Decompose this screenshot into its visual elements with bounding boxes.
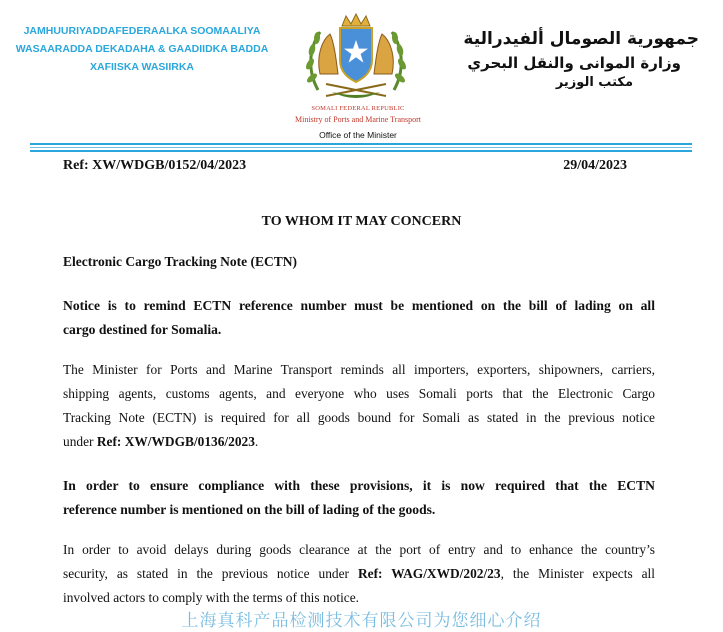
letterhead-center: [260, 104, 456, 142]
header-divider-thin: [30, 147, 692, 148]
reminder-paragraph: [63, 358, 655, 454]
letter-title: TO WHOM IT MAY CONCERN: [261, 214, 462, 229]
letterhead-arabic: [439, 26, 699, 92]
reminder-line-1: The Minister for Ports and Marine Transport reminds all importers, exporters, shipowners, carriers,: [63, 362, 655, 377]
compliance-line-2-prefix: security, as stated in the previous notice under: [63, 566, 358, 581]
requirement-line-2: reference number is mentioned on the bill of lading of the goods.: [63, 502, 436, 517]
reminder-line-4-suffix: .: [254, 434, 259, 449]
letterhead-somali-line-3: XAFIISKA WASIIRKA: [89, 61, 195, 73]
compliance-line-3: involved actors to comply with the terms of this notice.: [63, 590, 360, 605]
letterhead-somali-line-1: JAMHUURIYADDAFEDERAALKA SOOMAALIYA: [23, 25, 261, 37]
header-divider-bottom: [30, 150, 692, 152]
previous-notice-ref: Ref: XW/WDGB/0136/2023: [96, 434, 255, 449]
reminder-line-2: shipping agents, customs agents, and everyone who uses Somali ports that the Electronic Cargo: [63, 386, 655, 401]
reminder-line-3: Tracking Note (ECTN) is required for all goods bound for Somali as stated in the previous notice: [63, 410, 655, 425]
reminder-line-4-prefix: under: [63, 434, 97, 449]
header-divider: [30, 143, 692, 145]
requirement-line-1: In order to ensure compliance with these provisions, it is now required that the ECTN: [63, 478, 655, 493]
office-label: Office of the Minister: [319, 130, 397, 140]
watermark-text: 上海真科产品检测技术有限公司为您细心介绍: [181, 611, 542, 631]
notice-line-2: cargo destined for Somalia.: [63, 322, 222, 337]
letterhead-somali-line-2: WASAARADDA DEKADAHA & GAADIIDKA BADDA: [15, 43, 269, 55]
letter-date: 29/04/2023: [563, 158, 627, 173]
requirement-paragraph: [63, 474, 655, 522]
letterhead-arabic-line-1: جمهورية الصومال ألفيدرالية: [463, 29, 699, 49]
reminder-line-4: [63, 430, 655, 454]
reference-number: Ref: XW/WDGB/0152/04/2023: [63, 158, 247, 173]
compliance-line-2-suffix: , the Minister expects all: [500, 566, 656, 581]
somali-coat-of-arms-icon: [296, 12, 416, 104]
notice-line-1: Notice is to remind ECTN reference number must be mentioned on the bill of lading on all: [63, 298, 655, 313]
federal-republic-label: SOMALI FEDERAL REPUBLIC: [311, 105, 405, 112]
compliance-paragraph: [63, 538, 655, 610]
notice-paragraph: [63, 294, 655, 342]
letterhead-arabic-line-3: مكتب الوزير: [555, 75, 633, 90]
letter-subject: Electronic Cargo Tracking Note (ECTN): [63, 254, 297, 269]
ministry-label: Ministry of Ports and Marine Transport: [295, 115, 421, 124]
compliance-line-1: In order to avoid delays during goods clearance at the port of entry and to enhance the country’s: [63, 542, 655, 557]
letterhead-somali: [6, 22, 278, 76]
earlier-notice-ref: Ref: WAG/XWD/202/23: [357, 566, 501, 581]
compliance-line-2: [63, 562, 655, 586]
letterhead-arabic-line-2: وزارة الموانى والنقل البحري: [467, 54, 681, 72]
